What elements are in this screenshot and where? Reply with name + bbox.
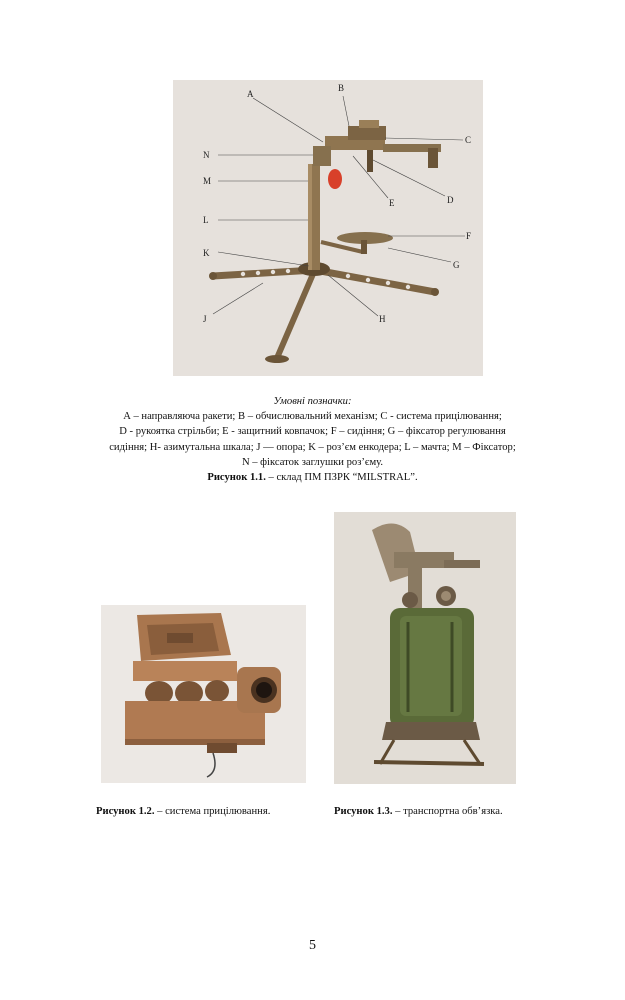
caption-text: – склад ПМ ПЗРК “MILSTRAL”. — [265, 472, 418, 484]
page-number: 5 — [309, 938, 316, 953]
callout-f: F — [466, 231, 472, 241]
callout-c: C — [465, 135, 472, 145]
callout-b: B — [338, 83, 345, 93]
legend-title: Умовні позначки: — [273, 396, 352, 407]
figure-1-3-caption — [334, 806, 503, 817]
figure-1-1-photo — [173, 80, 483, 376]
figure-1-2-caption — [96, 806, 270, 817]
legend-line-1: А – направляюча ракети; В – обчислювальний механізм; С - система прицілювання; — [123, 411, 502, 423]
callout-m: M — [203, 176, 212, 186]
caption-text: – система прицілювання. — [154, 806, 271, 817]
callout-e: E — [389, 198, 395, 208]
callout-d: D — [447, 195, 454, 205]
figure-1-1-legend — [60, 394, 565, 485]
legend-line-3: сидіння; H- азимутальна шкала; J — опора; K – роз’єм енкодера; L – мачта; M – Фіксатор; — [109, 441, 516, 453]
figure-1-3-photo — [334, 512, 516, 784]
caption-label: Рисунок 1.2. — [96, 806, 155, 817]
callout-l: L — [203, 215, 209, 225]
callout-k: K — [203, 248, 210, 258]
callout-n: N — [203, 150, 210, 160]
figure-1-1-caption — [60, 470, 565, 485]
callout-g: G — [453, 260, 460, 270]
callout-h: H — [379, 314, 386, 324]
callout-a: A — [247, 89, 254, 99]
caption-label: Рисунок 1.3. — [334, 806, 393, 817]
caption-text: – транспортна обв’язка. — [392, 806, 503, 817]
legend-line-2: D - рукоятка стрільби; E - защитний ковпачок; F – сидіння; G – фіксатор регулювання — [119, 426, 506, 438]
legend-line-4: N – фіксаток заглушки роз’єму. — [241, 456, 384, 468]
figure-1-2-photo — [101, 605, 306, 783]
callout-j: J — [203, 314, 207, 324]
caption-label: Рисунок 1.1. — [207, 472, 266, 484]
